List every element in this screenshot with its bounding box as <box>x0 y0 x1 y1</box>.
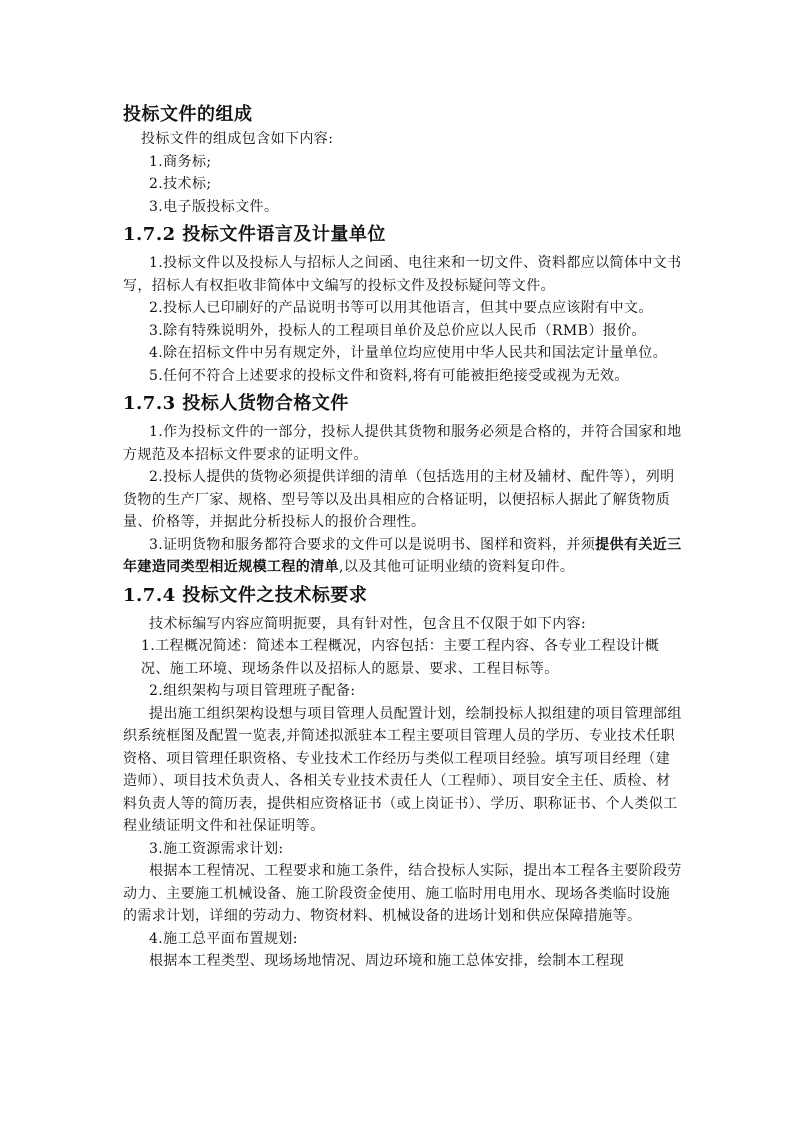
qualification-item-text: 3.证明货物和服务都符合要求的文件可以是说明书、图样和资料，并须 <box>149 536 596 553</box>
language-item: 3.除有特殊说明外，投标人的工程项目单价及总价应以人民币（RMB）报价。 <box>149 322 646 339</box>
technical-item-title: 4.施工总平面布置规划: <box>149 930 298 947</box>
composition-item: 2.技术标; <box>149 176 212 192</box>
language-item: 2.投标人已印刷好的产品说明书等可以用其他语言，但其中要点应该附有中文。 <box>149 300 653 316</box>
qualification-item-text: ,以及其他可证明业绩的资料复印件。 <box>339 559 575 575</box>
qualification-item <box>123 534 683 579</box>
technical-item-body: 根据本工程类型、现场场地情况、周边环境和施工总体安排，绘制本工程现 <box>149 953 625 969</box>
language-item: 5.任何不符合上述要求的投标文件和资料,将有可能被拒绝接受或视为无效。 <box>149 367 629 384</box>
composition-item: 3.电子版投标文件。 <box>149 198 279 215</box>
composition-intro: 投标文件的组成包含如下内容: <box>141 131 334 147</box>
composition-item: 1.商务标; <box>149 153 212 170</box>
section-heading-1-7-2: 1.7.2 投标文件语言及计量单位 <box>123 224 386 245</box>
technical-item-title: 3.施工资源需求计划: <box>149 840 284 857</box>
qualification-item-bold-text: 提供有关近三年建造同类型相近规模工程的清单 <box>123 536 682 575</box>
language-item: 4.除在招标文件中另有规定外，计量单位均应使用中华人民共和国法定计量单位。 <box>149 345 668 361</box>
section-heading-1-7-3: 1.7.3 投标人货物合格文件 <box>123 393 349 414</box>
technical-item: 1.工程概况简述：简述本工程概况，内容包括：主要工程内容、各专业工程设计概况、施工环境、现场条件以及招标人的愿景、要求、工程目标等。 <box>141 638 660 677</box>
language-item: 1.投标文件以及投标人与招标人之间函、电往来和一切文件、资料都应以简体中文书写，招标人有权拒收非简体中文编写的投标文件及投标疑问等文件。 <box>123 255 682 294</box>
technical-item-title: 2.组织架构与项目管理班子配备: <box>149 683 356 699</box>
technical-item-body: 根据本工程情况、工程要求和施工条件，结合投标人实际，提出本工程各主要阶段劳动力、主要施工机械设备、施工阶段资金使用、施工临时用电用水、现场各类临时设施的需求计划，详细的劳动力、物资材料、机械设备的进场计划和供应保障措施等。 <box>123 863 682 924</box>
technical-item-body: 提出施工组织架构设想与项目管理人员配置计划，绘制投标人拟组建的项目管理部组织系统框图及配置一览表,并简述拟派驻本工程主要项目管理人员的学历、专业技术任职资格、项目管理任职资格、专业技术工作经历与类似工程项目经验。填写项目经理（建造师）、项目技术负责人、各相关专业技术责任人（工程师）、项目安全主任、质检、材料负责人等的简历表，提供相应资格证书（或上岗证书）、学历、职称证书、个人类似工程业绩证明文件和社保证明等。 <box>123 705 682 834</box>
document-content <box>123 100 683 973</box>
qualification-item: 2.投标人提供的货物必须提供详细的清单（包括选用的主材及辅材、配件等），列明货物的生产厂家、规格、型号等以及出具相应的合格证明，以便招标人据此了解货物质量、价格等，并据此分析投标人的报价合理性。 <box>123 469 675 530</box>
section-heading-1-7-4: 1.7.4 投标文件之技术标要求 <box>123 584 368 606</box>
section-heading-composition: 投标文件的组成 <box>123 104 253 125</box>
technical-intro: 技术标编写内容应简明扼要，具有针对性，包含且不仅限于如下内容: <box>149 615 587 632</box>
qualification-item: 1.作为投标文件的一部分，投标人提供其货物和服务必须是合格的，并符合国家和地方规范及本招标文件要求的证明文件。 <box>123 424 682 463</box>
